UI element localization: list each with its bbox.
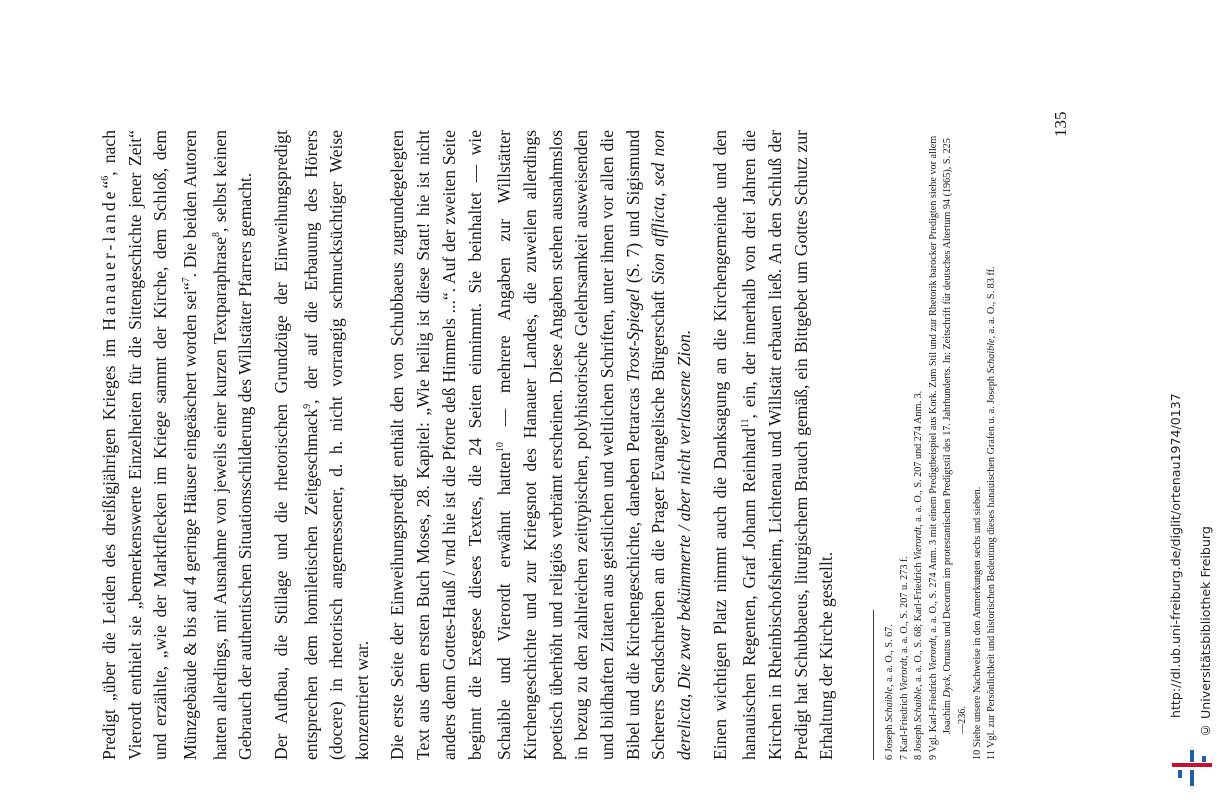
text-run: , a. a. O., S. 67.: [884, 624, 895, 687]
footnote-marker: 8: [210, 231, 222, 237]
italic-text: Schaible: [913, 686, 925, 723]
ub-freiburg-logo-icon: [1172, 748, 1212, 788]
footnote-marker: 6: [100, 175, 111, 181]
italic-text: Vierordt: [927, 637, 939, 671]
logo-blue-bar-bottom: [1190, 770, 1194, 786]
italic-text: Schaible: [986, 338, 998, 374]
text-run: . Die beiden Autoren hatten allerdings, mit Ausnahme von jeweils einer kurzen Textparaphrase: [179, 129, 230, 760]
body-text: [93, 130, 850, 760]
text-run: (S. 7) und Sigismund Scherers Sendschreiben an die Prager Evangelische Bürgerschaft: [622, 129, 669, 760]
text-run: , ein, der innerhalb von drei Jahren die Kirchen in Rheinbischofsheim, Lichtenau und Willstätt erbauen ließ. An den Schluß der Predigt hat Schubbaeus, liturgischem Brauch gemäß, ein Bittgebet um Gottes Schutz zur Erhaltung der Kirche gestellt.: [739, 130, 837, 760]
text-run: “: [98, 180, 119, 189]
text-run: , selbst keinen Gebrauch der authentischen Situationsschilderung des Willstätter Pfarrers gemacht.: [209, 130, 256, 760]
footnote-marker: 11: [740, 418, 752, 429]
footnote-rule: [873, 610, 874, 760]
text-run: , Ornatus und Decorum im protestantischen Predigtstil des 17. Jahrhunderts. In: Zeitschrift für deutsches Altertum 94 (1965), S. 225—236.: [942, 138, 968, 734]
rotated-page-content: [85, 70, 1085, 760]
footnote: [927, 130, 971, 760]
text-run: , a. a. O., S. 83 ff.: [986, 266, 998, 339]
text-run: , a. a. O., S. 68; Karl-Friedrich: [913, 559, 925, 687]
footnote: [985, 130, 1000, 760]
footnote: [912, 130, 927, 760]
italic-text: Sion afflicta, sed non derelicta, Die zwar bekümmerte / aber nicht verlassene Zion.: [648, 130, 695, 760]
text-run: 6 Joseph: [884, 722, 895, 760]
footnote: [883, 130, 898, 760]
source-url-link[interactable]: http://dl.ub.uni-freiburg.de/diglit/ortenau1974/0137: [1168, 393, 1183, 718]
italic-text: Trost-Spiegel: [622, 288, 643, 382]
text-run: , a. a. O., S. 207 u. 273 f.: [898, 556, 910, 658]
footnote-marker: 10: [495, 442, 507, 453]
italic-text: Schaible: [884, 686, 895, 723]
logo-blue-bar-right: [1202, 756, 1206, 762]
paragraph: [385, 130, 697, 760]
text-run: , nach Vierordt enthielt sie „bemerkenswerte Einzelheiten für die Sittengeschichte jener Zeit“ und erzählte, „wie der Marktflecken im Kriege sammt der Kirche, dem Schloß, dem Münzgebäude & bis auf 4 geringe Häuser eingeäschert worden sei“: [98, 130, 200, 760]
text-run: Hanauer-lande: [98, 188, 119, 331]
text-run: , a. a. O., S. 207 und 274 Anm. 3.: [913, 390, 925, 527]
text-run: , der auf die Erbauung des Hörers (docere) in rhetorisch angemessener, d. h. nicht vorrangig schmucksüchtiger Weise konzentriert war.: [300, 130, 372, 760]
italic-text: Dyck: [942, 676, 954, 698]
text-run: Der Aufbau, die Stillage und die rhetorischen Grundzüge der Einweihungspredigt entsprechen dem homiletischen Zeitgeschmack: [270, 130, 321, 760]
footnotes: [883, 130, 1000, 760]
logo-blue-bar-top: [1190, 750, 1194, 762]
text-run: Die erste Seite der Einweihungspredigt enthält den von Schubbaeus zugrundegelegten Text aus dem ersten Buch Moses, 28. Kapitel: „Wie heilig ist diese Statt! hie ist nicht anders denn Gottes-Hauß / vnd hie ist die Pforte deß Himmels ...“. Auf der zweiten Seite beginnt die Exegese dieses Textes, die 24 Seiten einnimmt. Sie beinhaltet — wie Schaible und Vierordt erwähnt hatten: [387, 130, 515, 760]
footnote: [971, 130, 986, 760]
logo-blue-bar-left: [1178, 770, 1182, 778]
footnote-marker: 9: [301, 403, 313, 409]
italic-text: Vierordt: [913, 526, 925, 560]
text-run: — mehrere Angaben zur Willstätter Kirchengeschichte und zur Kriegsnot des Hanauer Landes, die zuweilen allerdings poetisch überhöht und religiös verbrämt erscheinen. Diese Angaben stehen ausnahmslos in bezug zu den zahlreichen zeittypischen, polyhistorische Gelehrsamkeit ausweisenden und bildhaften Zitaten aus geistlichen und weltlichen Schriften, unter ihnen vor allen die Bibel und die Kirchengeschichte, daneben Petrarcas: [494, 130, 643, 760]
text-run: 7 Karl-Friedrich: [898, 690, 910, 760]
paragraph: [269, 130, 376, 760]
library-credit: © Universitätsbibliothek Freiburg: [1198, 526, 1213, 738]
footnote: [898, 130, 913, 760]
page-number: 135: [1051, 111, 1070, 137]
text-run: , a. a. O., S. 274 Anm. 3 mit einem Predigtbeispiel aus Kork. Zum Stil und zur Rhetorik barocker Predigten siehe vor allem Joachim: [927, 135, 954, 734]
text-run: Einen wichtigen Platz nimmt auch die Danksagung an die Kirchengemeinde und den hanauischen Regenten, Graf Johann Reinhard: [709, 130, 760, 760]
footnote-marker: 7: [180, 277, 192, 283]
text-run: 10 Siehe unsere Nachweise in den Anmerkungen sechs und sieben.: [971, 486, 983, 760]
text-run: 8 Joseph: [913, 722, 925, 760]
italic-text: Vierordt: [898, 657, 910, 691]
paragraph: [93, 130, 259, 760]
paragraph: [708, 130, 840, 760]
text-run: 11 Vgl. zur Persönlichkeit und historischen Bedeutung dieses hanauischen Grafen u. a. Joseph: [986, 373, 998, 760]
text-run: 9 Vgl. Karl-Friedrich: [927, 670, 939, 760]
text-run: Predigt „über die Leiden des dreißigjährigen Krieges im: [98, 330, 119, 760]
logo-red-bar: [1172, 763, 1212, 767]
